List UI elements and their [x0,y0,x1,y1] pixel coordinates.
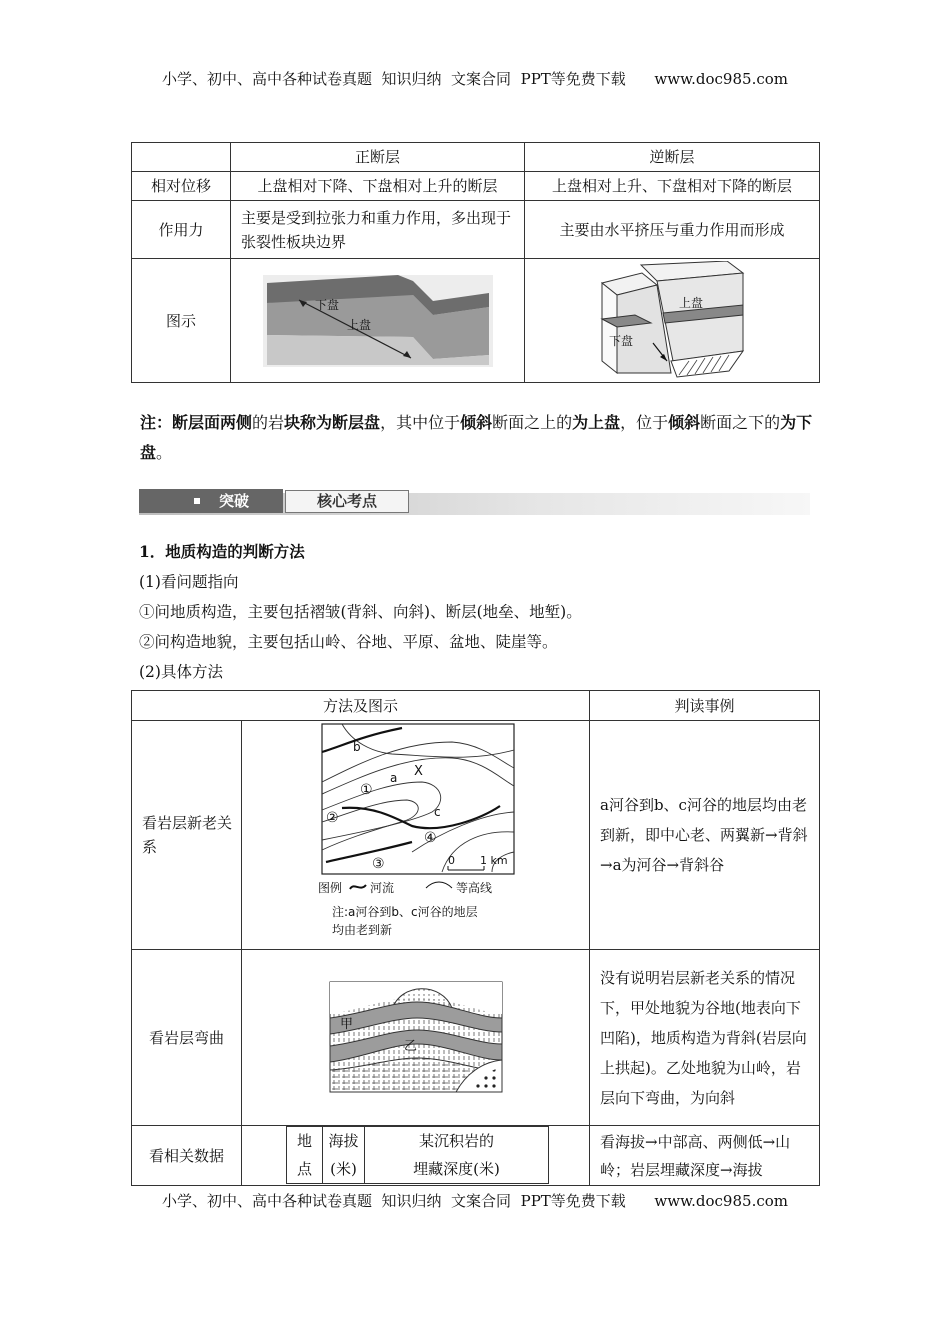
header-text: 某沉积岩的 [418,1132,494,1150]
fold-cross-section [242,978,590,1098]
example-text: a河谷到b、c河谷的地层均由老到新，即中心老、两翼新→背斜→a为河谷→背斜谷 [590,721,820,950]
map-label-X: X [414,764,423,779]
altitude-depth-table [286,1126,549,1184]
section-banner [139,489,810,519]
legend-title: 图例 [318,881,343,895]
note-text: 为上盘 [572,413,621,432]
col-normal-fault: 正断层 [231,143,525,172]
map-caption: 注:a河谷到b、c河谷的地层 [332,905,478,919]
note-paragraph [140,408,820,468]
list-item: ②问构造地貌，主要包括山岭、谷地、平原、盆地、陡崖等。 [139,633,558,651]
header-text: 点 [296,1160,312,1178]
note-text: 断面之上的 [492,413,573,432]
data-table-cell [242,1126,590,1186]
note-text: 块称为断层盘 [284,413,381,432]
col-reverse-fault: 逆断层 [525,143,820,172]
label-lower-block: 下盘 [314,297,339,312]
example-text: 看海拔→中部高、两侧低→山岭；岩层埋藏深度→海拔 [590,1126,820,1186]
table-cell: 主要由水平挤压与重力作用而形成 [525,201,820,259]
scale-km: 1 km [480,854,508,867]
normal-fault-diagram [263,275,493,367]
note-text: 注： [140,413,173,432]
table-cell: 上盘相对上升、下盘相对下降的断层 [525,172,820,201]
label-upper-block: 上盘 [346,317,371,332]
reverse-fault-figure-cell [525,259,820,383]
header-text: 地 [296,1132,312,1150]
row-label: 作用力 [132,201,231,259]
note-text: 倾斜 [668,413,701,432]
row-label: 看岩层新老关系 [132,721,242,950]
header-altitude [323,1127,365,1184]
label-lower-block: 下盘 [609,333,634,348]
section-title: 1．地质构造的判断方法 [139,542,305,561]
legend-contour: 等高线 [456,881,493,895]
normal-fault-figure-cell [231,259,525,383]
river-symbol-icon [350,885,366,889]
geologic-contour-map [242,722,590,948]
sub-heading: (1)看问题指向 [139,573,239,591]
note-text: 断层面两侧 [172,413,253,432]
note-text: 的岩 [252,413,285,432]
note-text: 断面之下的 [700,413,781,432]
method-table [131,690,820,1186]
header-depth [365,1127,549,1184]
map-caption: 均由老到新 [332,923,393,937]
legend-river: 河流 [370,881,395,895]
scale-zero: 0 [448,854,455,867]
page-header: 小学、初中、高中各种试卷真题 知识归纳 文案合同 PPT等免费下载 www.doc985.com [161,70,788,88]
label-upper-block: 上盘 [679,295,704,310]
map-label-c: c [434,805,441,819]
row-label: 看相关数据 [132,1126,242,1186]
map-label-1: ① [360,782,373,798]
list-item: ①问地质构造，主要包括褶皱(背斜、向斜)、断层(地垒、地堑)。 [139,603,582,621]
col-method: 方法及图示 [132,691,590,721]
row-label: 图示 [132,259,231,383]
header-text: 海拔 [328,1132,359,1150]
fold-label-jia: 甲 [340,1016,354,1032]
contour-map-cell [242,721,590,950]
note-text: 倾斜 [460,413,493,432]
map-label-a: a [390,771,398,785]
map-label-2: ② [326,810,339,826]
table-cell: 主要是受到拉张力和重力作用，多出现于张裂性板块边界 [231,201,525,259]
note-text: 为下盘 [140,413,813,462]
header-location [287,1127,323,1184]
example-text: 没有说明岩层新老关系的情况下，甲处地貌为谷地(地表向下凹陷)，地质构造为背斜(岩层向上拱起)。乙处地貌为山岭，岩层向下弯曲，为向斜 [590,950,820,1126]
banner-label: 突破 [219,492,250,510]
fold-label-yi: 乙 [404,1038,418,1054]
row-label: 相对位移 [132,172,231,201]
reverse-fault-diagram [597,261,747,381]
map-label-3: ③ [372,856,385,872]
sub-heading: (2)具体方法 [139,663,223,681]
contour-symbol-icon [426,882,452,888]
table-corner [132,143,231,172]
note-text: ，其中位于 [380,413,461,432]
banner-dark-tab [139,489,283,513]
row-label: 看岩层弯曲 [132,950,242,1126]
note-text: 。 [156,443,173,462]
square-bullet-icon [194,498,200,504]
col-example: 判读事例 [590,691,820,721]
map-label-4: ④ [424,830,437,846]
note-text: ，位于 [620,413,669,432]
map-label-b: b [353,740,361,754]
header-text: (米) [330,1160,357,1178]
fault-table [131,142,820,383]
page-footer: 小学、初中、高中各种试卷真题 知识归纳 文案合同 PPT等免费下载 www.doc985.com [161,1192,788,1210]
fold-figure-cell [242,950,590,1126]
table-cell: 上盘相对下降、下盘相对上升的断层 [231,172,525,201]
header-text: 埋藏深度(米) [413,1160,500,1178]
banner-subtitle: 核心考点 [285,490,409,513]
